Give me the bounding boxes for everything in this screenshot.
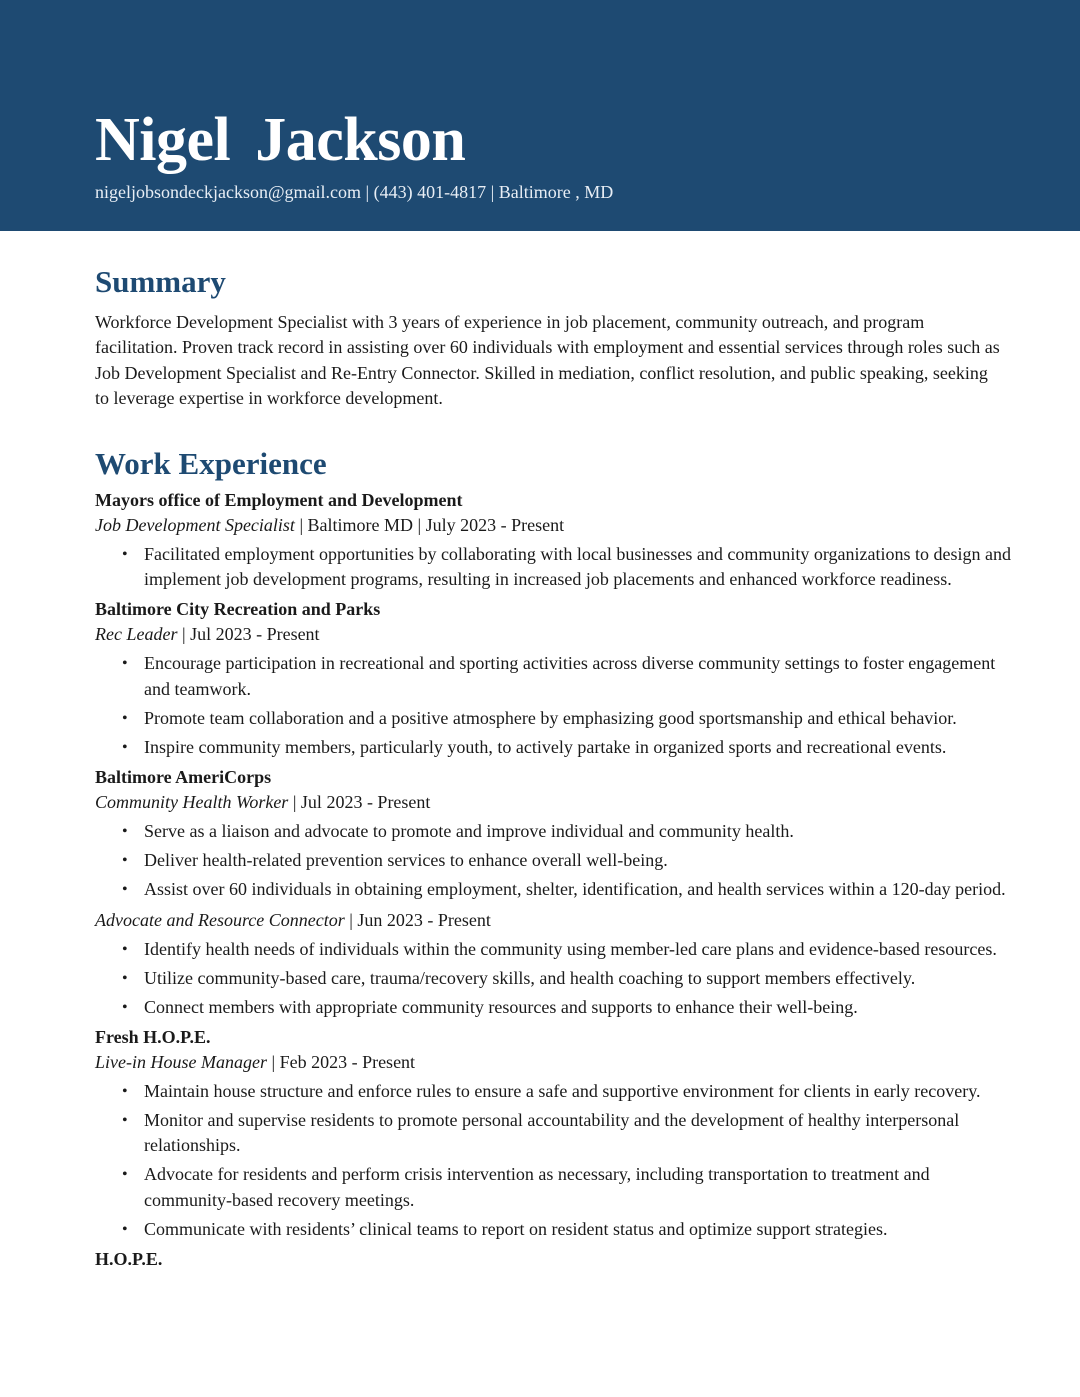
job-bullets (95, 542, 1015, 593)
work-experience-heading: Work Experience (95, 445, 327, 481)
summary-section (95, 262, 1015, 412)
summary-heading: Summary (95, 264, 226, 299)
company-name: H.O.P.E. (95, 1249, 163, 1270)
bullet-item: • Facilitated employment opportunities by collaborating with local businesses and community organizations to design and implement job development programs, resulting in increased job placements and enhanced workforce readiness. (95, 542, 1015, 593)
bullet-item: • Advocate for residents and perform crisis intervention as necessary, including transportation to treatment and community-based recovery meetings. (95, 1162, 1015, 1213)
job-title: Advocate and Resource Connector (95, 909, 345, 930)
role-line (95, 513, 1015, 538)
resume-body (95, 262, 1015, 1272)
bullet-item: • Serve as a liaison and advocate to promote and improve individual and community health. (95, 819, 1015, 844)
job-bullets (95, 1079, 1015, 1242)
job-details: | Jun 2023 - Present (344, 909, 491, 930)
summary-text: Workforce Development Specialist with 3 years of experience in job placement, community outreach, and program facilitation. Proven track record in assisting over 60 individuals with employment and essential services through roles such as Job Development Specialist and Re-Entry Connector. Skilled in mediation, conflict resolution, and public speaking, seeking to leverage expertise in workforce development. (95, 312, 1000, 409)
job-bullets (95, 819, 1015, 902)
job-bullets (95, 937, 1015, 1020)
company-name: Mayors office of Employment and Development (95, 489, 463, 510)
bullet-item: • Deliver health-related prevention services to enhance overall well-being. (95, 848, 1015, 873)
job-title: Community Health Worker (95, 792, 289, 813)
role-line (95, 790, 1015, 815)
role-line (95, 1050, 1015, 1075)
contact-info: nigeljobsondeckjackson@gmail.com | (443) 401-4817 | Baltimore , MD (95, 182, 614, 202)
company-name: Baltimore City Recreation and Parks (95, 599, 381, 620)
bullet-item: • Monitor and supervise residents to promote personal accountability and the development of healthy interpersonal relationships. (95, 1108, 1015, 1159)
job-bullets (95, 651, 1015, 760)
job-details: | Feb 2023 - Present (266, 1052, 416, 1073)
bullet-item: • Connect members with appropriate community resources and supports to enhance their well-being. (95, 995, 1015, 1020)
candidate-name: Nigel Jackson (95, 106, 466, 174)
job-details: | Jul 2023 - Present (177, 624, 320, 645)
job-title: Job Development Specialist (95, 514, 295, 535)
bullet-item: • Maintain house structure and enforce rules to ensure a safe and supportive environment for clients in early recovery. (95, 1079, 1015, 1104)
bullet-item: • Utilize community-based care, trauma/recovery skills, and health coaching to support members effectively. (95, 966, 1015, 991)
job-details: | Baltimore MD | July 2023 - Present (294, 514, 565, 535)
resume-header (0, 0, 1080, 231)
bullet-item: • Communicate with residents’ clinical teams to report on resident status and optimize support strategies. (95, 1217, 1015, 1242)
company-name: Baltimore AmeriCorps (95, 767, 272, 788)
role-line (95, 622, 1015, 647)
bullet-item: • Encourage participation in recreational and sporting activities across diverse community settings to foster engagement and teamwork. (95, 651, 1015, 702)
role-line (95, 908, 1015, 933)
job-title: Live-in House Manager (95, 1052, 267, 1073)
bullet-item: • Identify health needs of individuals within the community using member-led care plans and evidence-based resources. (95, 937, 1015, 962)
job-title: Rec Leader (95, 624, 178, 645)
bullet-item: • Assist over 60 individuals in obtaining employment, shelter, identification, and health services within a 120-day period. (95, 877, 1015, 902)
company-name: Fresh H.O.P.E. (95, 1027, 211, 1048)
bullet-item: • Inspire community members, particularly youth, to actively partake in organized sports and recreational events. (95, 735, 1015, 760)
bullet-item: • Promote team collaboration and a positive atmosphere by emphasizing good sportsmanship and ethical behavior. (95, 706, 1015, 731)
job-details: | Jul 2023 - Present (288, 792, 431, 813)
work-experience-section (95, 444, 1015, 1273)
